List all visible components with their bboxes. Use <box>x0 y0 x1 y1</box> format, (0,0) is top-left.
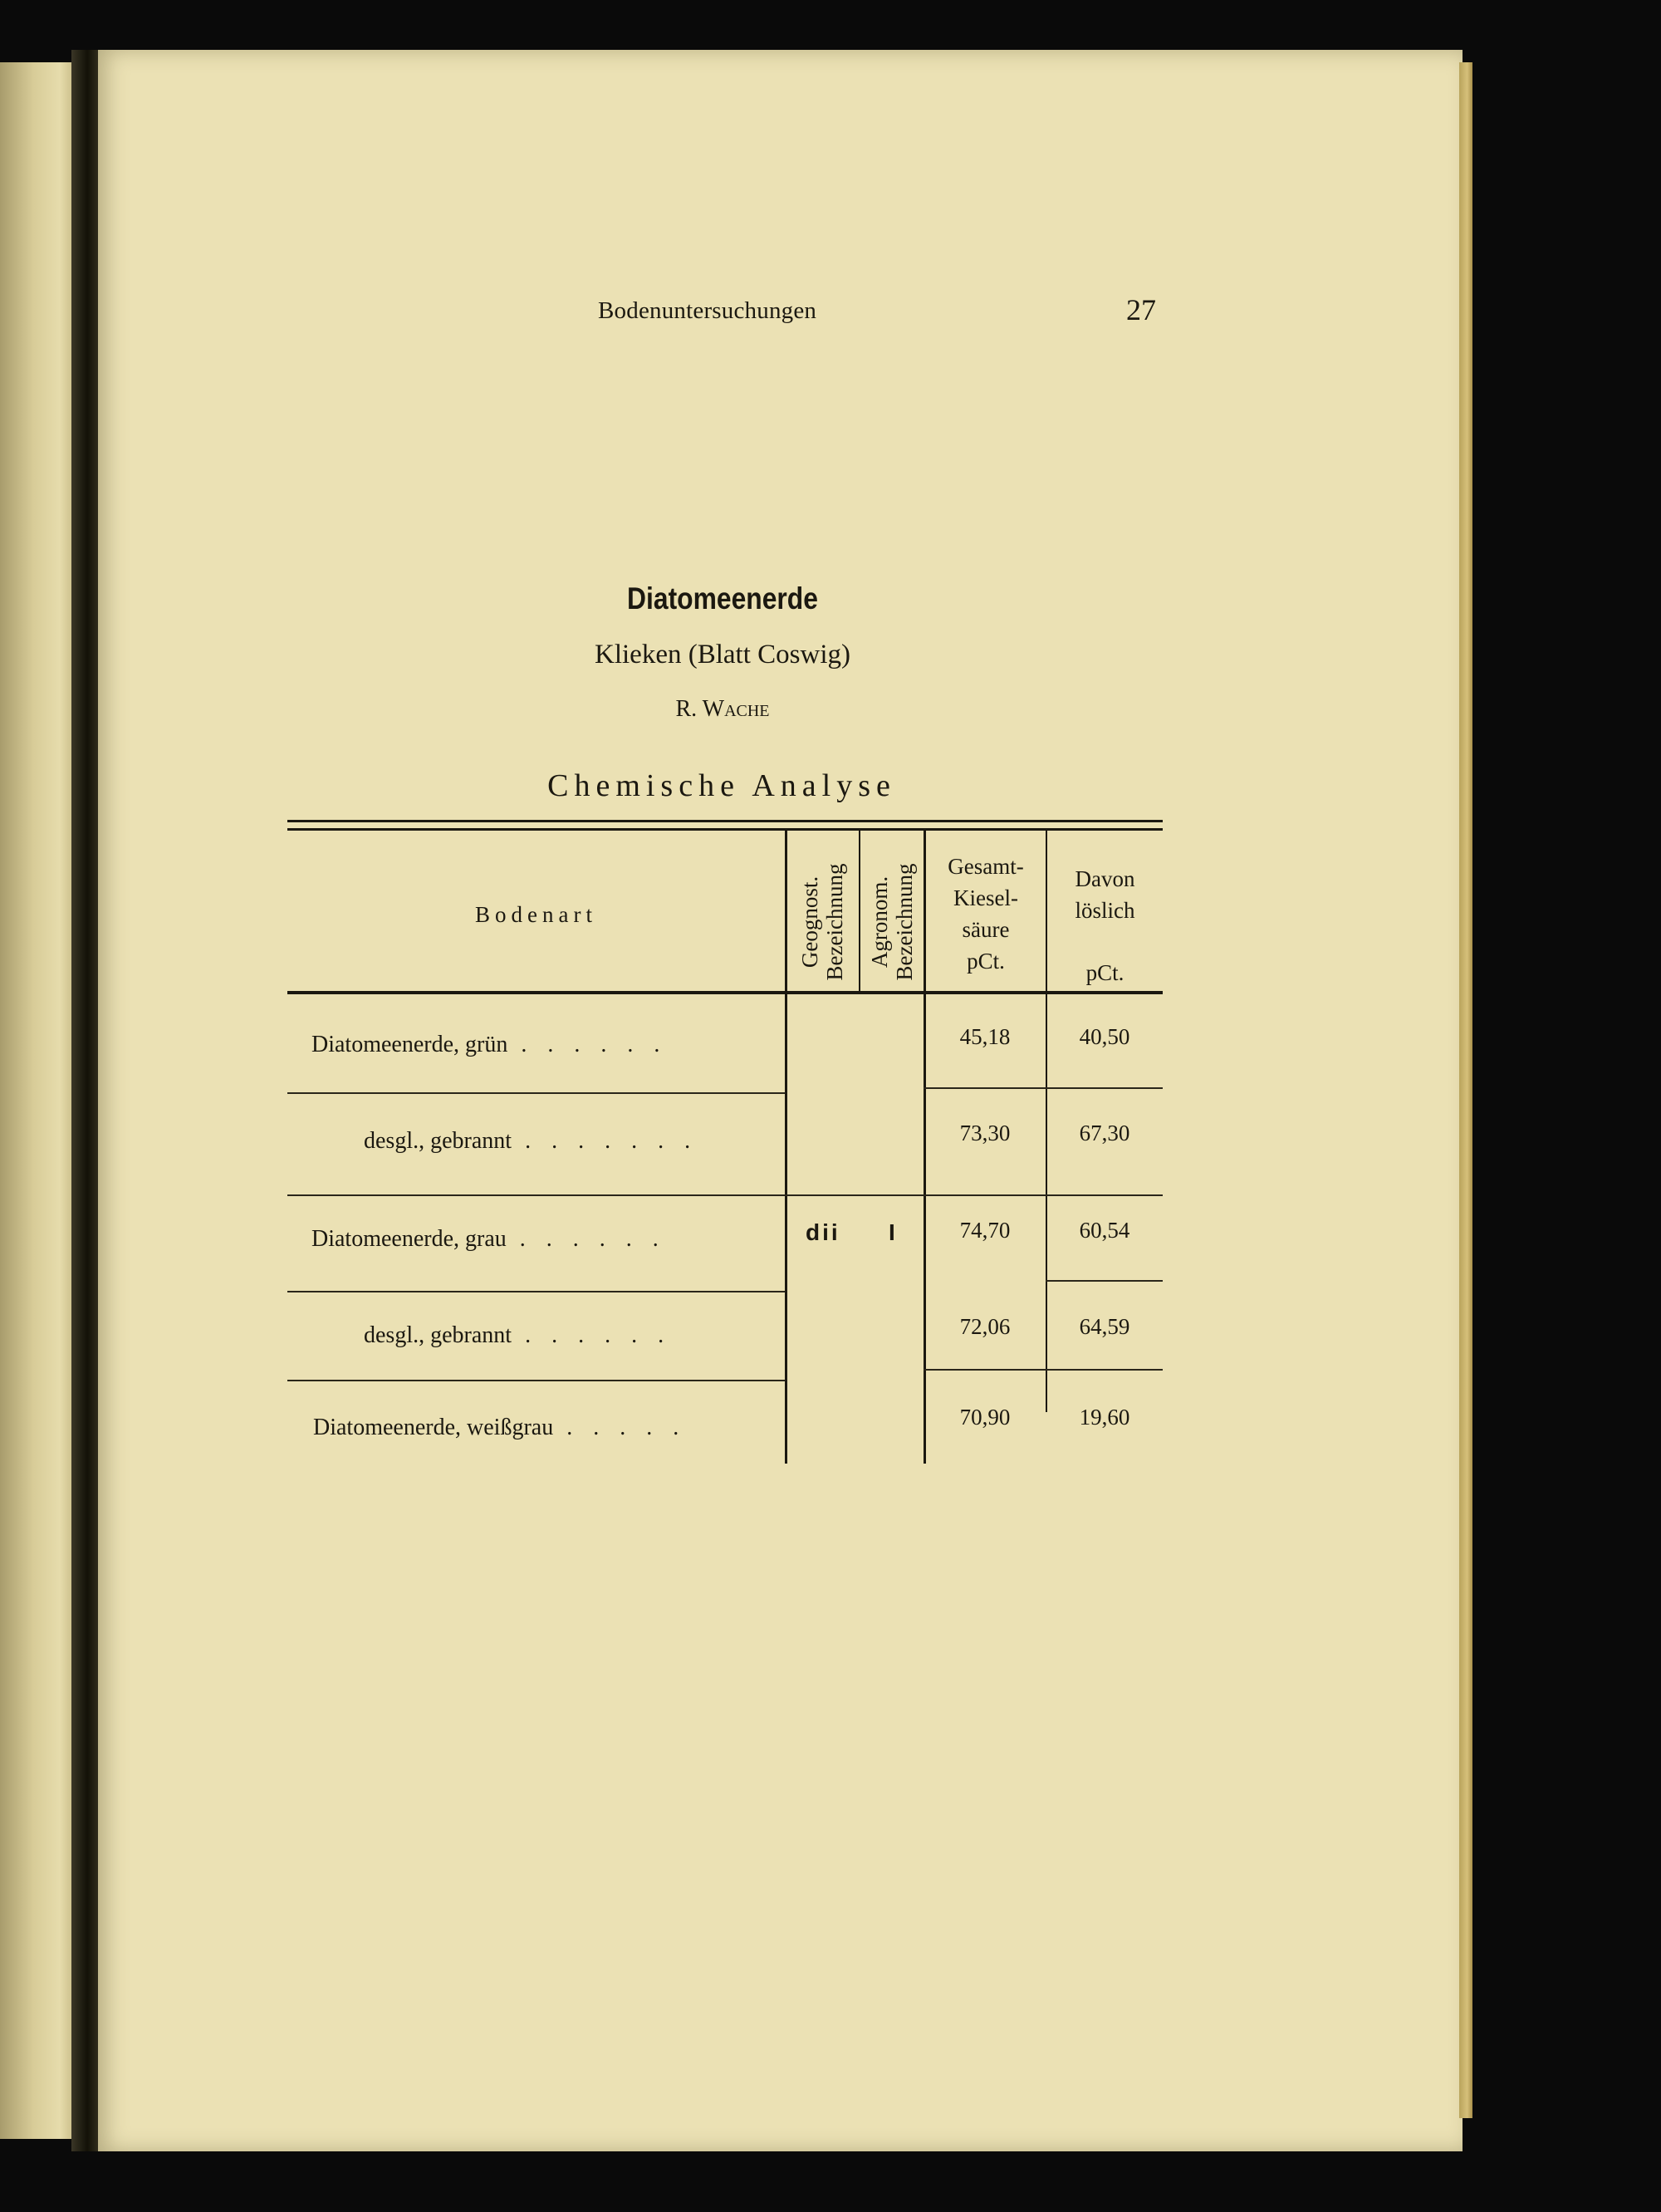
table-row-label: Diatomeenerde, grün . . . . . . <box>311 1032 668 1057</box>
table-row-label: desgl., gebrannt . . . . . . <box>364 1322 672 1348</box>
davon-value: 60,54 <box>1079 1218 1130 1243</box>
section-title: Chemische Analyse <box>547 768 896 803</box>
facing-page-edge <box>0 62 75 2139</box>
agronom-value: I <box>889 1219 898 1245</box>
table-row-label: Diatomeenerde, weißgrau . . . . . <box>313 1415 687 1440</box>
table-row-label: Diatomeenerde, grau . . . . . . <box>311 1226 666 1252</box>
davon-value: 67,30 <box>1079 1121 1130 1145</box>
book-page <box>98 50 1463 2151</box>
column-rule <box>859 831 860 994</box>
column-header-agronom: Agronom. Bezeichnung <box>867 863 917 981</box>
page-title: Diatomeenerde <box>627 581 818 616</box>
column-header-davon: Davon löslich <box>1075 866 1135 923</box>
geognost-value: dii <box>806 1219 840 1245</box>
author-name: R. Wache <box>675 696 770 722</box>
column-header-davon-unit: pCt. <box>1085 960 1124 985</box>
row-divider <box>924 1369 1163 1371</box>
table-top-rule-1 <box>287 820 1163 822</box>
row-divider <box>287 1092 785 1094</box>
table-top-rule-2 <box>287 828 1163 831</box>
davon-value: 19,60 <box>1079 1405 1130 1430</box>
row-divider <box>1046 1280 1163 1282</box>
column-header-bodenart: Bodenart <box>475 902 597 927</box>
table-row-label: desgl., gebrannt . . . . . . . <box>364 1128 698 1154</box>
row-divider <box>287 1194 1163 1196</box>
column-header-geognost: Geognost. Bezeichnung <box>797 863 847 981</box>
page-stack-edge <box>1459 62 1472 2118</box>
running-head: Bodenuntersuchungen <box>598 297 817 324</box>
row-divider <box>287 1380 785 1381</box>
column-header-gesamt: Gesamt- Kiesel- säure pCt. <box>948 854 1024 974</box>
gesamt-value: 72,06 <box>959 1314 1011 1339</box>
page-number: 27 <box>1126 293 1156 326</box>
gesamt-value: 45,18 <box>959 1024 1011 1049</box>
gesamt-value: 73,30 <box>959 1121 1011 1145</box>
gesamt-value: 70,90 <box>959 1405 1011 1430</box>
gesamt-value: 74,70 <box>959 1218 1011 1243</box>
davon-value: 64,59 <box>1079 1314 1130 1339</box>
row-divider <box>924 1087 1163 1089</box>
column-rule <box>785 831 787 1464</box>
page-subtitle: Klieken (Blatt Coswig) <box>595 640 850 669</box>
header-bottom-rule <box>287 991 1163 994</box>
row-divider <box>287 1291 785 1292</box>
davon-value: 40,50 <box>1079 1024 1130 1049</box>
